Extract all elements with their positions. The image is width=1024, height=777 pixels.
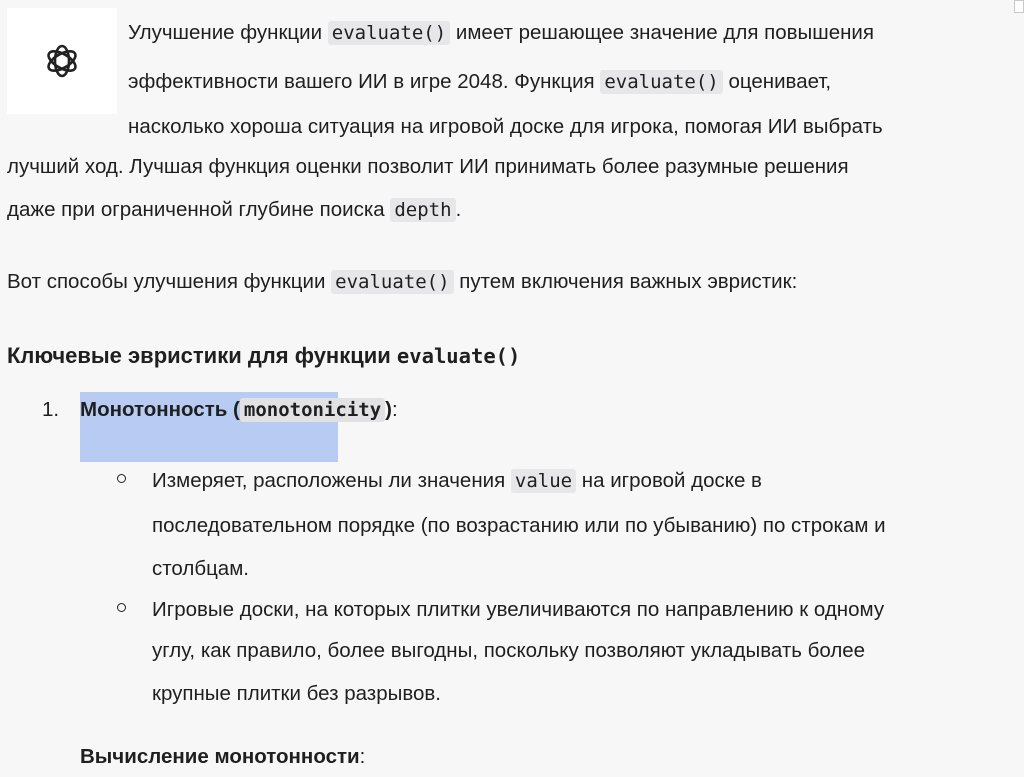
intro-text: Улучшение функции <box>128 21 328 44</box>
heading-code: evaluate() <box>396 344 521 368</box>
bullet-text: Измеряет, расположены ли значения <box>152 469 511 492</box>
openai-logo-icon <box>42 41 82 81</box>
bullet-circle-icon <box>117 474 126 483</box>
section-heading <box>7 343 520 369</box>
intro-text: путем включения важных эвристик: <box>453 270 798 293</box>
bullet-circle-icon <box>117 603 126 612</box>
intro-line-2 <box>128 70 831 94</box>
bullet-2-line-1: Игровые доски, на которых плитки увеличиваются по направлению к одному <box>152 598 885 621</box>
title-bold-text: Монотонность ( <box>80 398 240 421</box>
title-tail: : <box>391 398 398 421</box>
inline-code: value <box>511 469 576 493</box>
assistant-avatar <box>7 8 117 114</box>
inline-code: monotonicity <box>240 398 385 422</box>
intro-text: имеет решающее значение для повышения <box>450 21 874 44</box>
bullet-1-line-3: столбцам. <box>152 557 249 580</box>
subheading-text: Вычисление монотонности <box>80 745 360 768</box>
intro-text: насколько хороша ситуация на игровой доске для игрока, помогая ИИ выбрать <box>128 115 883 138</box>
inline-code: evaluate() <box>331 270 453 294</box>
subheading-tail: : <box>359 745 366 768</box>
intro-line-5 <box>7 198 461 222</box>
intro-paragraph-2 <box>7 270 797 294</box>
bullet-2-line-3: крупные плитки без разрывов. <box>152 682 441 705</box>
corner-resize-icon <box>1014 0 1024 13</box>
intro-text: даже при ограниченной глубине поиска <box>7 198 391 221</box>
inline-code: evaluate() <box>600 70 722 94</box>
intro-line-3 <box>128 115 883 139</box>
inline-code: evaluate() <box>328 21 450 45</box>
list-number: 1. <box>42 398 60 421</box>
title-bold-text: ) <box>385 398 392 421</box>
heading-text: Ключевые эвристики для функции <box>7 343 397 368</box>
list-item-title[interactable] <box>80 398 398 422</box>
inline-code: depth <box>390 198 455 222</box>
bullet-text: на игровой доске в <box>576 469 762 492</box>
intro-text: оценивает, <box>722 70 832 93</box>
intro-text: . <box>455 198 462 221</box>
bullet-1-line-2: последовательном порядке (по возрастанию или по убыванию) по строкам и <box>152 514 886 537</box>
subheading <box>80 745 365 769</box>
intro-text: эффективности вашего ИИ в игре 2048. Функция <box>128 70 601 93</box>
bullet-2-line-2: углу, как правило, более выгодны, поскольку позволяют укладывать более <box>152 639 866 662</box>
intro-line-4 <box>7 155 849 179</box>
intro-line-1 <box>128 21 874 45</box>
intro-text: Вот способы улучшения функции <box>7 270 332 293</box>
intro-text: лучший ход. Лучшая функция оценки позволит ИИ принимать более разумные решения <box>7 155 849 178</box>
bullet-1-line-1 <box>152 469 762 493</box>
